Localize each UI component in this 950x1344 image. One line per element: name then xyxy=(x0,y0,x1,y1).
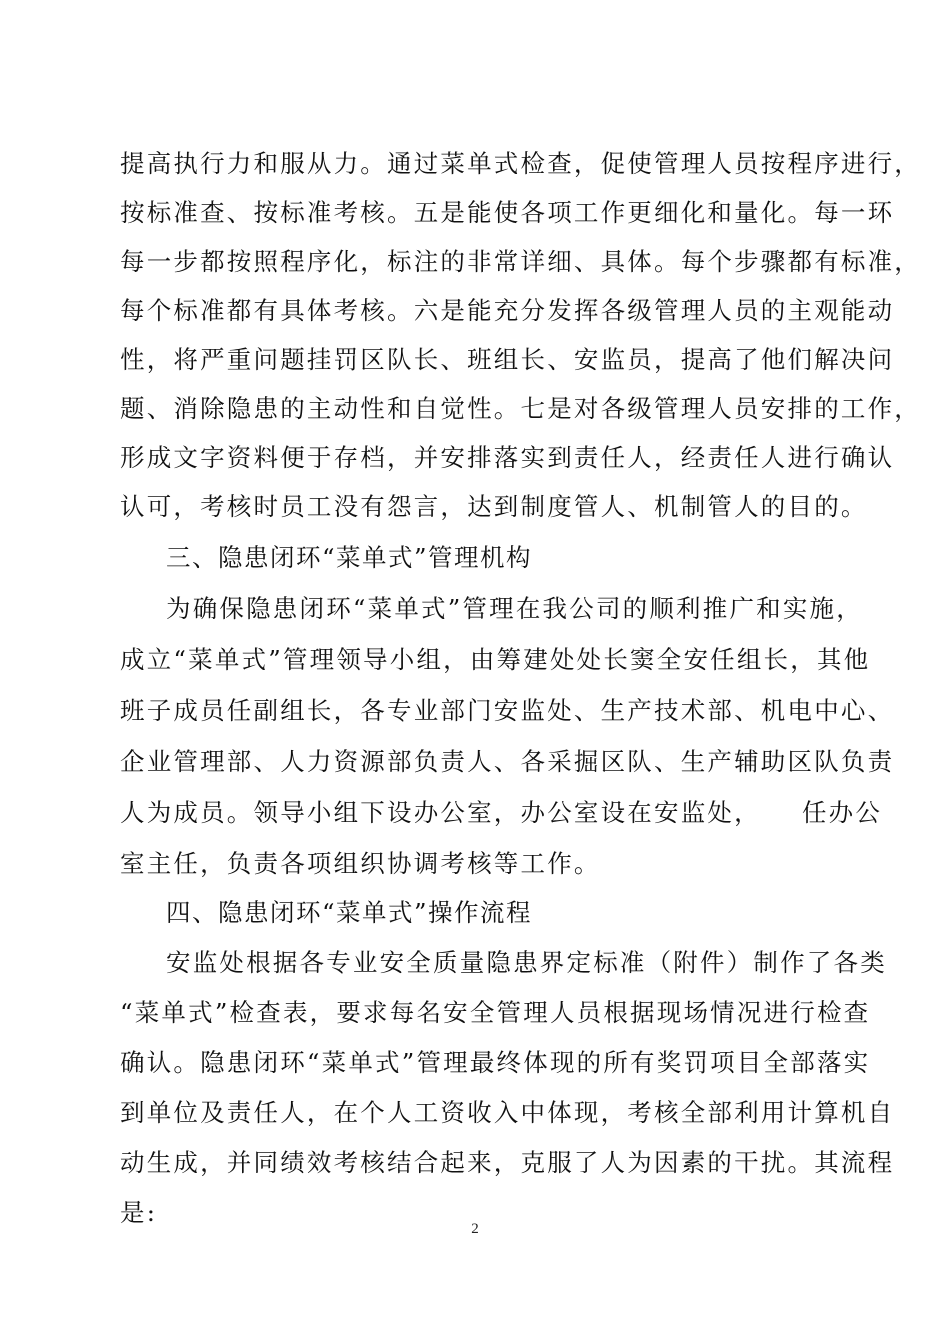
paragraph-2-line-5: 人为成员。领导小组下设办公室，办公室设在安监处， 任办公 xyxy=(120,798,883,827)
paragraph-1-line-8: 认可，考核时员工没有怨言，达到制度管人、机制管人的目的。 xyxy=(120,492,868,521)
paragraph-2-line-4: 企业管理部、人力资源部负责人、各采掘区队、生产辅助区队负责 xyxy=(120,747,895,776)
paragraph-1-line-5: 性，将严重问题挂罚区队长、班组长、安监员，提高了他们解决问 xyxy=(120,345,895,374)
paragraph-2-line-3: 班子成员任副组长，各专业部门安监处、生产技术部、机电中心、 xyxy=(120,696,895,725)
page-number: 2 xyxy=(471,1221,479,1237)
paragraph-3-line-2: “菜单式”检查表，要求每名安全管理人员根据现场情况进行检查 xyxy=(120,998,871,1027)
paragraph-2-line-2: 成立“菜单式”管理领导小组，由筹建处处长窦全安任组长，其他 xyxy=(120,645,871,674)
paragraph-2-line-1: 为确保隐患闭环“菜单式”管理在我公司的顺利推广和实施， xyxy=(166,594,863,623)
paragraph-1-line-1: 提高执行力和服从力。通过菜单式检查，促使管理人员按程序进行， xyxy=(120,149,921,178)
paragraph-3-line-5: 动生成，并同绩效考核结合起来，克服了人为因素的干扰。其流程 xyxy=(120,1148,895,1177)
paragraph-3-line-1: 安监处根据各专业安全质量隐患界定标准（附件）制作了各类 xyxy=(166,948,887,977)
paragraph-3-line-4: 到单位及责任人，在个人工资收入中体现，考核全部利用计算机自 xyxy=(120,1098,895,1127)
paragraph-2-line-6: 室主任，负责各项组织协调考核等工作。 xyxy=(120,849,601,878)
paragraph-3-line-3: 确认。隐患闭环“菜单式”管理最终体现的所有奖罚项目全部落实 xyxy=(120,1048,871,1077)
paragraph-1-line-2: 按标准查、按标准考核。五是能使各项工作更细化和量化。每一环 xyxy=(120,198,895,227)
section-heading-3: 三、隐患闭环“菜单式”管理机构 xyxy=(166,543,533,572)
paragraph-3-line-6: 是: xyxy=(120,1198,158,1227)
paragraph-1-line-7: 形成文字资料便于存档，并安排落实到责任人，经责任人进行确认 xyxy=(120,443,895,472)
paragraph-1-line-4: 每个标准都有具体考核。六是能充分发挥各级管理人员的主观能动 xyxy=(120,296,895,325)
paragraph-1-line-6: 题、消除隐患的主动性和自觉性。七是对各级管理人员安排的工作， xyxy=(120,394,921,423)
paragraph-1-line-3: 每一步都按照程序化，标注的非常详细、具体。每个步骤都有标准， xyxy=(120,247,921,276)
section-heading-4: 四、隐患闭环“菜单式”操作流程 xyxy=(166,898,533,927)
